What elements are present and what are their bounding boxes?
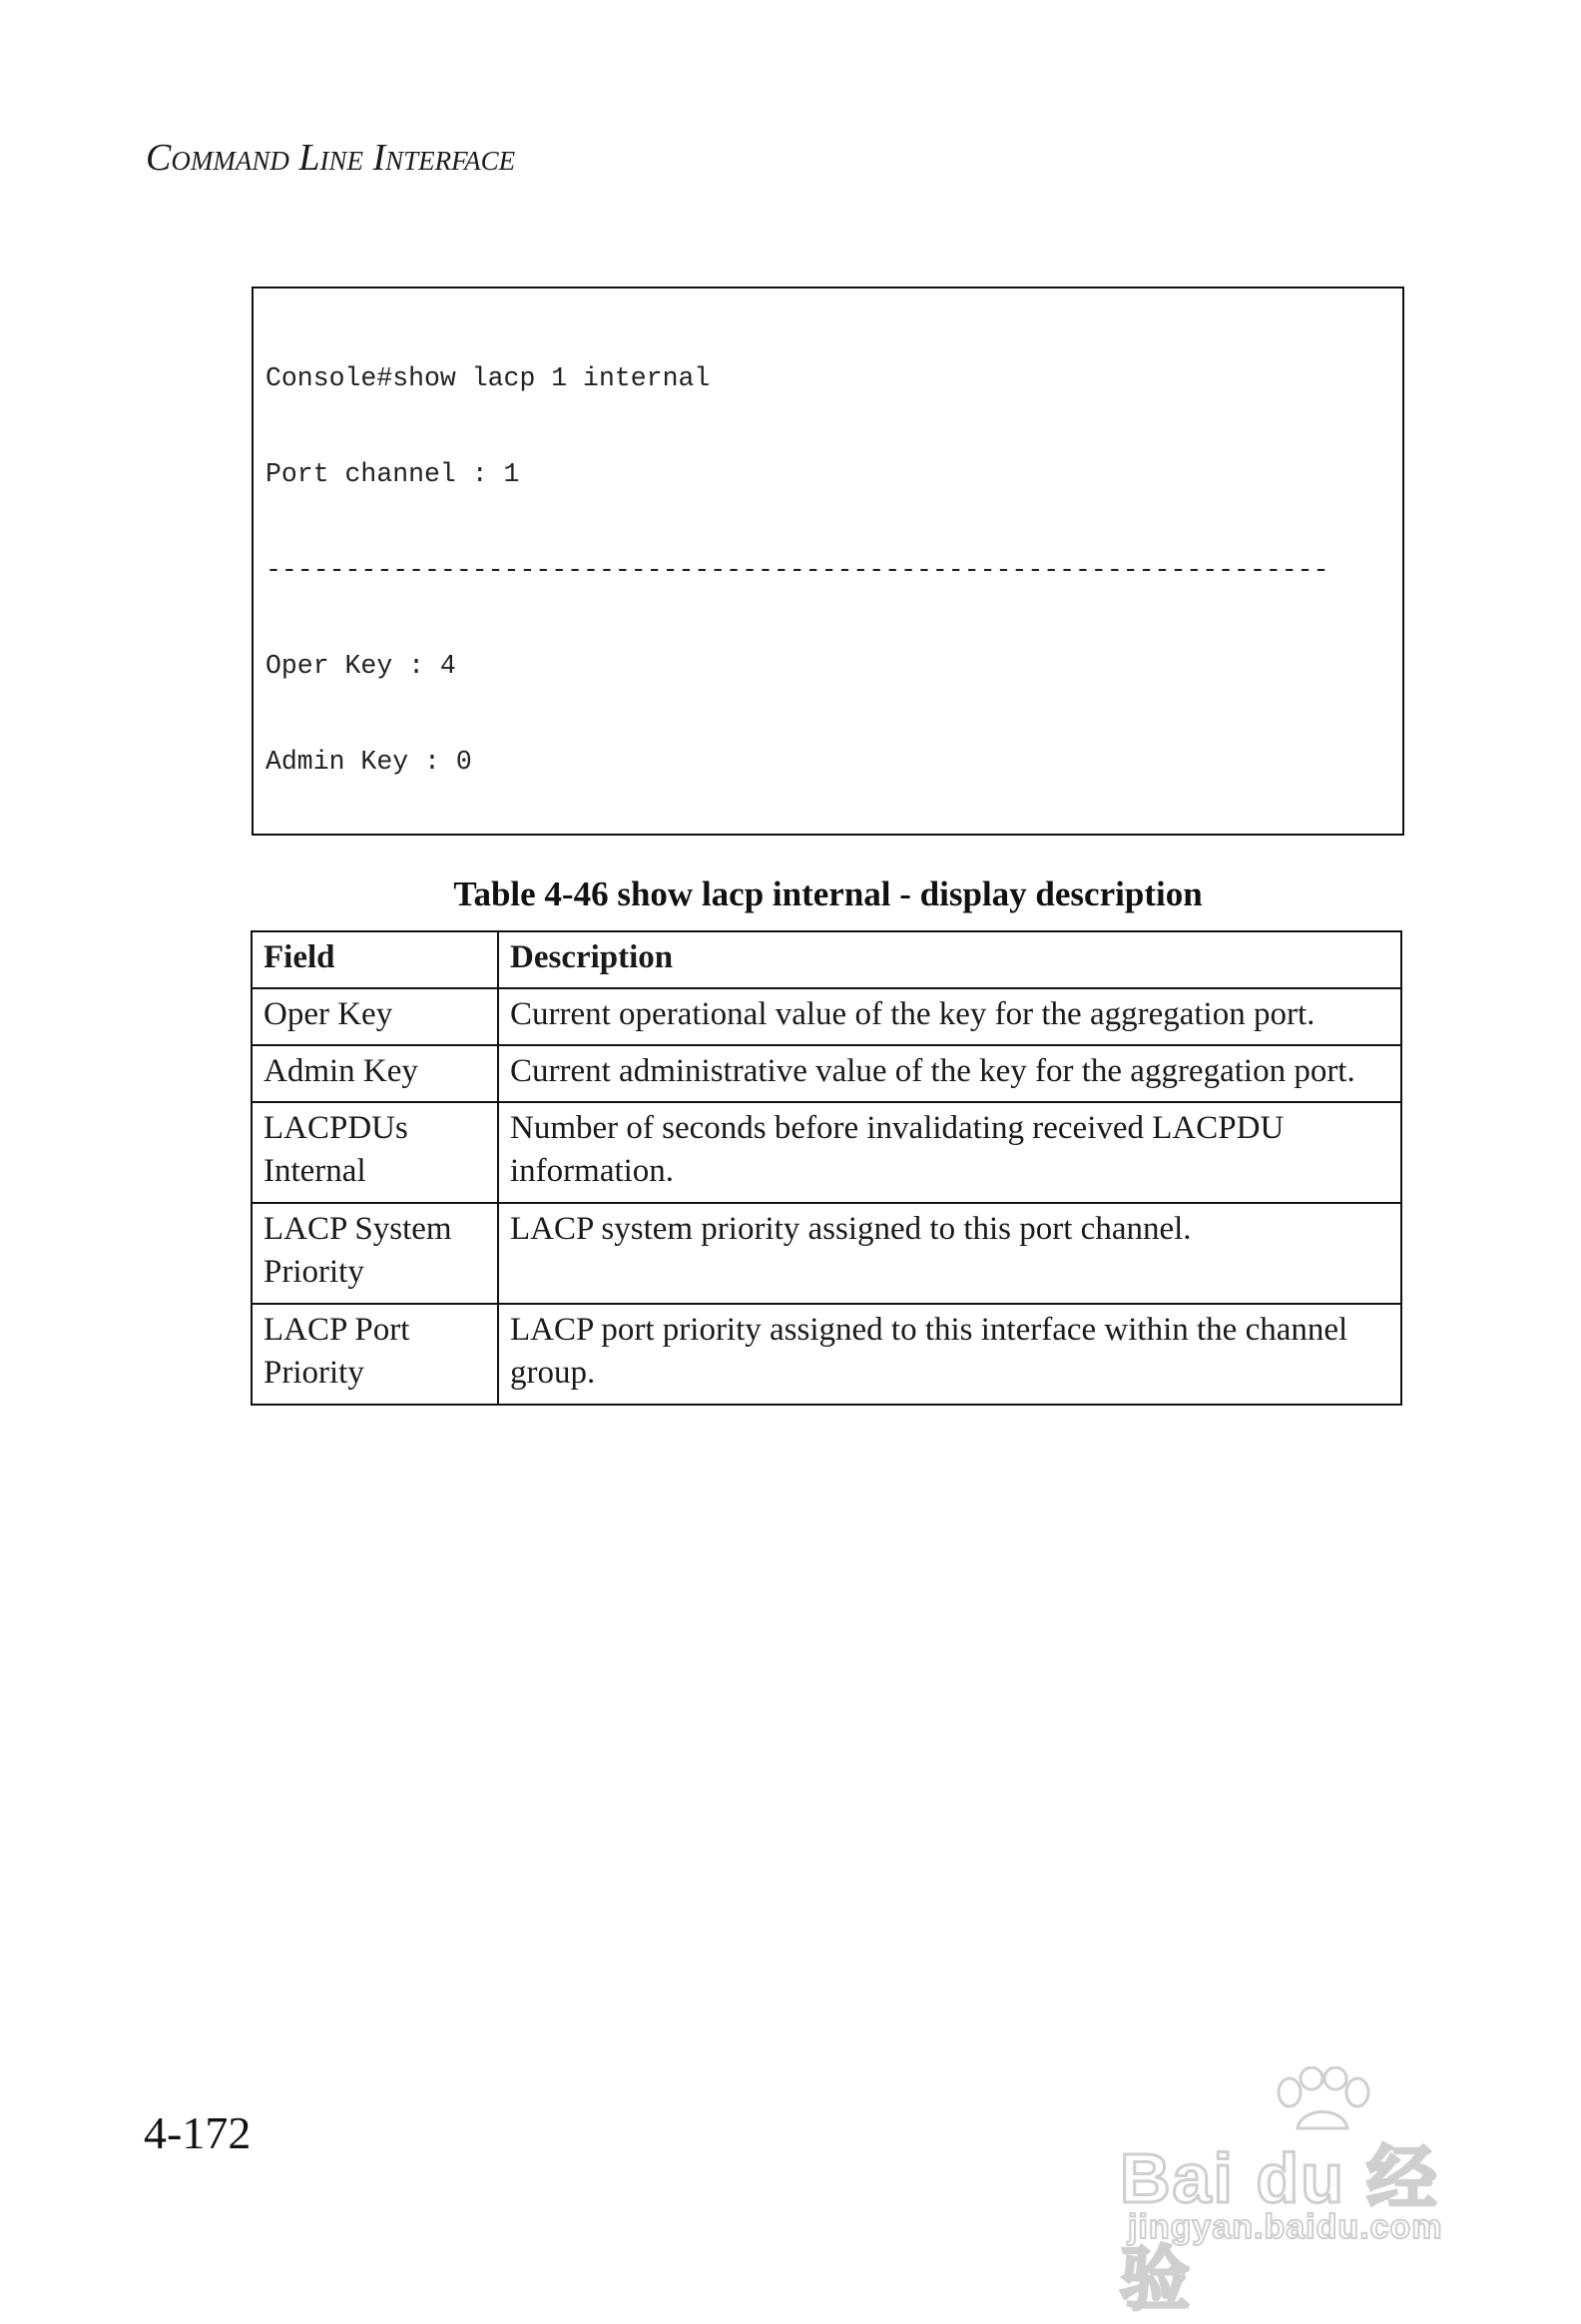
column-header-description: Description: [498, 931, 1401, 988]
column-header-field: Field: [252, 931, 498, 988]
description-cell: Number of seconds before invalidating received LACPDU information.: [498, 1102, 1401, 1203]
field-cell: LACP Port Priority: [252, 1304, 498, 1405]
console-line: Admin Key : 0: [265, 747, 472, 777]
console-line: Oper Key : 4: [265, 651, 456, 681]
field-cell: LACP System Priority: [252, 1203, 498, 1304]
description-cell: LACP system priority assigned to this port channel.: [498, 1203, 1401, 1304]
table-row: [252, 1102, 1401, 1203]
table-header-row: [252, 931, 1401, 988]
field-cell: LACPDUs Internal: [252, 1102, 498, 1203]
running-header: Command Line Interface: [146, 137, 516, 179]
console-line: Console#show lacp 1 internal: [265, 363, 711, 393]
field-cell: Admin Key: [252, 1045, 498, 1102]
watermark-url: jingyan.baidu.com: [1128, 2208, 1443, 2246]
console-separator: -------------------------------------------------------------------: [265, 555, 1329, 585]
page-number: 4-172: [144, 2107, 252, 2158]
table-row: [252, 1045, 1401, 1102]
baidu-watermark: [1118, 2066, 1497, 2318]
console-output: [252, 287, 1404, 836]
console-line: Port channel : 1: [265, 459, 520, 489]
description-table: [251, 930, 1402, 1406]
table-row: [252, 1304, 1401, 1405]
table-row: [252, 1203, 1401, 1304]
table-caption: Table 4-46 show lacp internal - display description: [453, 874, 1203, 913]
table-row: [252, 988, 1401, 1045]
field-cell: Oper Key: [252, 988, 498, 1045]
watermark-logo-text: Bai du 经验: [1120, 2139, 1439, 2318]
description-cell: Current operational value of the key for the aggregation port.: [498, 988, 1401, 1045]
description-cell: Current administrative value of the key for the aggregation port.: [498, 1045, 1401, 1102]
description-cell: LACP port priority assigned to this interface within the channel group.: [498, 1304, 1401, 1405]
